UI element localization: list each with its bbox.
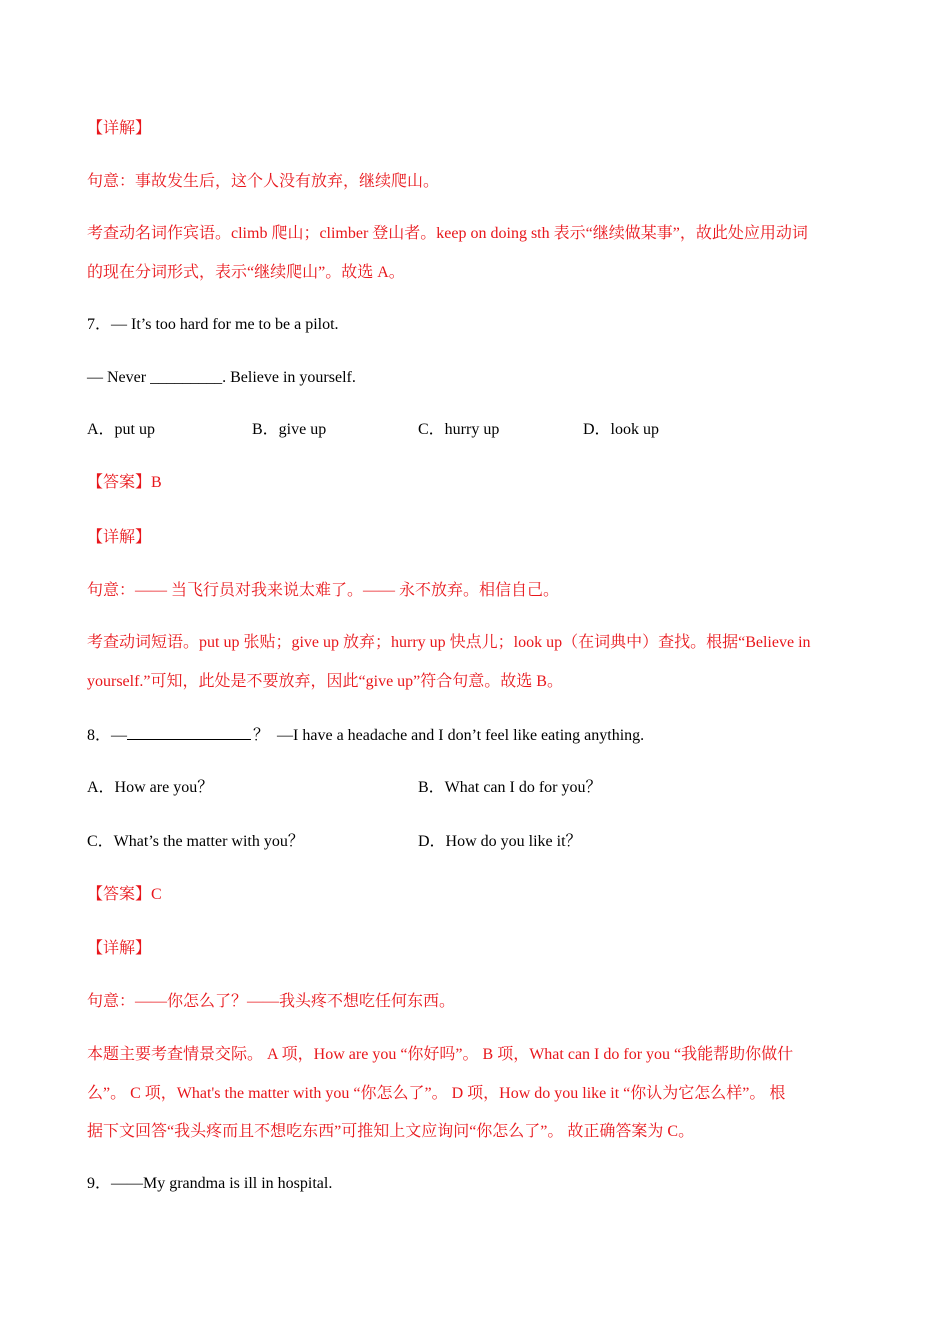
- sentence-meaning: 句意：—— 当飞行员对我来说太难了。—— 永不放弃。相信自己。: [87, 582, 560, 599]
- explanation-heading: 【详解】: [87, 940, 152, 957]
- question-number: 7．: [87, 316, 112, 333]
- explanation-heading: 【详解】: [87, 120, 152, 137]
- analysis-line: 据下文回答“我头疼而且不想吃东西”可推知上文应询问“你怎么了”。 故正确答案为 C。: [87, 1123, 695, 1140]
- question-mark: ？: [253, 727, 270, 744]
- answer-blank: _________: [150, 369, 223, 386]
- option-b: B．give up: [252, 421, 327, 438]
- question-text: — Never: [87, 369, 151, 386]
- sentence-meaning: 句意：事故发生后，这个人没有放弃，继续爬山。: [87, 173, 440, 190]
- answer-blank: [127, 725, 251, 740]
- question-9-stem: 9．——My grandma is ill in hospital.: [87, 1175, 333, 1192]
- explanation-heading: 【详解】: [87, 529, 152, 546]
- analysis-line: 么”。 C 项，What's the matter with you “你怎么了”。 D 项，How do you like it “你认为它怎么样”。 根: [87, 1085, 786, 1102]
- question-text: . Believe in yourself.: [222, 369, 356, 386]
- question-number: 8．—: [87, 727, 128, 744]
- option-a: A．How are you？: [87, 779, 214, 796]
- question-7-line2: [87, 368, 356, 388]
- answer-label: 【答案】: [87, 886, 152, 903]
- option-d: D．look up: [583, 421, 660, 438]
- analysis-line: 本题主要考查情景交际。 A 项，How are you “你好吗”。 B 项，What can I do for you “我能帮助你做什: [87, 1046, 794, 1063]
- option-c: C．hurry up: [418, 421, 500, 438]
- question-8-stem: [87, 725, 644, 746]
- answer-label: 【答案】: [87, 474, 152, 491]
- option-c: C．What’s the matter with you？: [87, 833, 304, 850]
- analysis-line: 考查动名词作宾语。climb 爬山；climber 登山者。keep on doing sth 表示“继续做某事”，故此处应用动词: [87, 225, 808, 242]
- question-7-stem: [87, 315, 339, 335]
- option-b: B．What can I do for you？: [418, 779, 602, 796]
- sentence-meaning: 句意：——你怎么了？——我头疼不想吃任何东西。: [87, 993, 456, 1010]
- analysis-line: 的现在分词形式，表示“继续爬山”。故选 A。: [87, 264, 405, 281]
- analysis-line: 考查动词短语。put up 张贴；give up 放弃；hurry up 快点儿；look up（在词典中）查找。根据“Believe in: [87, 634, 811, 651]
- option-a: A．put up: [87, 421, 156, 438]
- answer-value: B: [151, 474, 162, 491]
- answer-value: C: [151, 886, 162, 903]
- analysis-line: yourself.”可知，此处是不要放弃，因此“give up”符合句意。故选 B。: [87, 673, 563, 690]
- reply-text: —I have a headache and I don’t feel like eating anything.: [277, 727, 645, 744]
- question-text: — It’s too hard for me to be a pilot.: [111, 316, 339, 333]
- answer-line: [87, 473, 162, 493]
- answer-line: [87, 885, 162, 905]
- option-d: D．How do you like it？: [418, 833, 582, 850]
